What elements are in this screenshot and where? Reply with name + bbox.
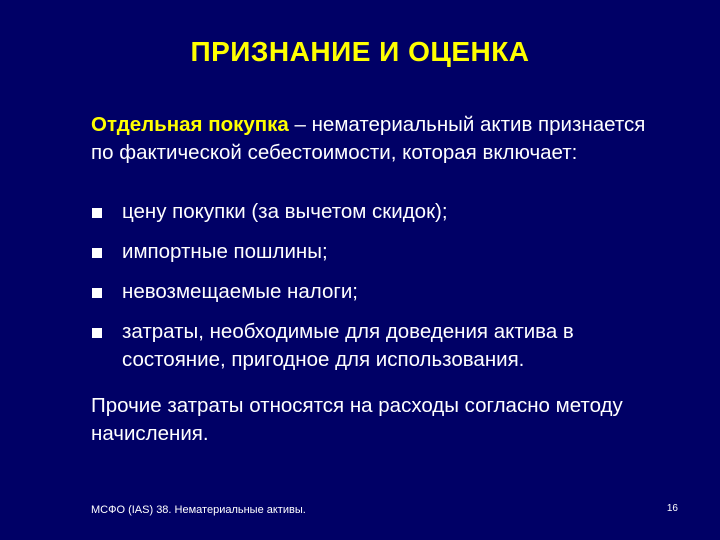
- square-bullet-icon: [92, 248, 102, 258]
- bullet-item: [91, 278, 681, 306]
- square-bullet-icon: [92, 208, 102, 218]
- square-bullet-icon: [92, 288, 102, 298]
- footer-text: МСФО (IAS) 38. Нематериальные активы.: [91, 504, 306, 516]
- slide-title: ПРИЗНАНИЕ И ОЦЕНКА: [190, 36, 530, 67]
- intro-paragraph: [91, 111, 671, 167]
- bullet-item: [91, 198, 681, 226]
- bullet-item: [91, 238, 681, 266]
- bullet-text: импортные пошлины;: [122, 240, 328, 263]
- bullet-text: затраты, необходимые для доведения актива в состояние, пригодное для использования.: [122, 320, 574, 371]
- intro-text: нематериальный актив признается по фактической себестоимости, которая включает:: [91, 113, 646, 164]
- intro-dash: –: [288, 113, 312, 136]
- closing-paragraph: Прочие затраты относятся на расходы согласно методу начисления.: [91, 394, 623, 445]
- square-bullet-icon: [92, 328, 102, 338]
- bullet-list: [91, 198, 681, 386]
- intro-term: Отдельная покупка: [91, 113, 289, 136]
- bullet-text: невозмещаемые налоги;: [122, 280, 358, 303]
- bullet-item: [91, 318, 681, 374]
- bullet-text: цену покупки (за вычетом скидок);: [122, 200, 448, 223]
- page-number: 16: [666, 503, 678, 514]
